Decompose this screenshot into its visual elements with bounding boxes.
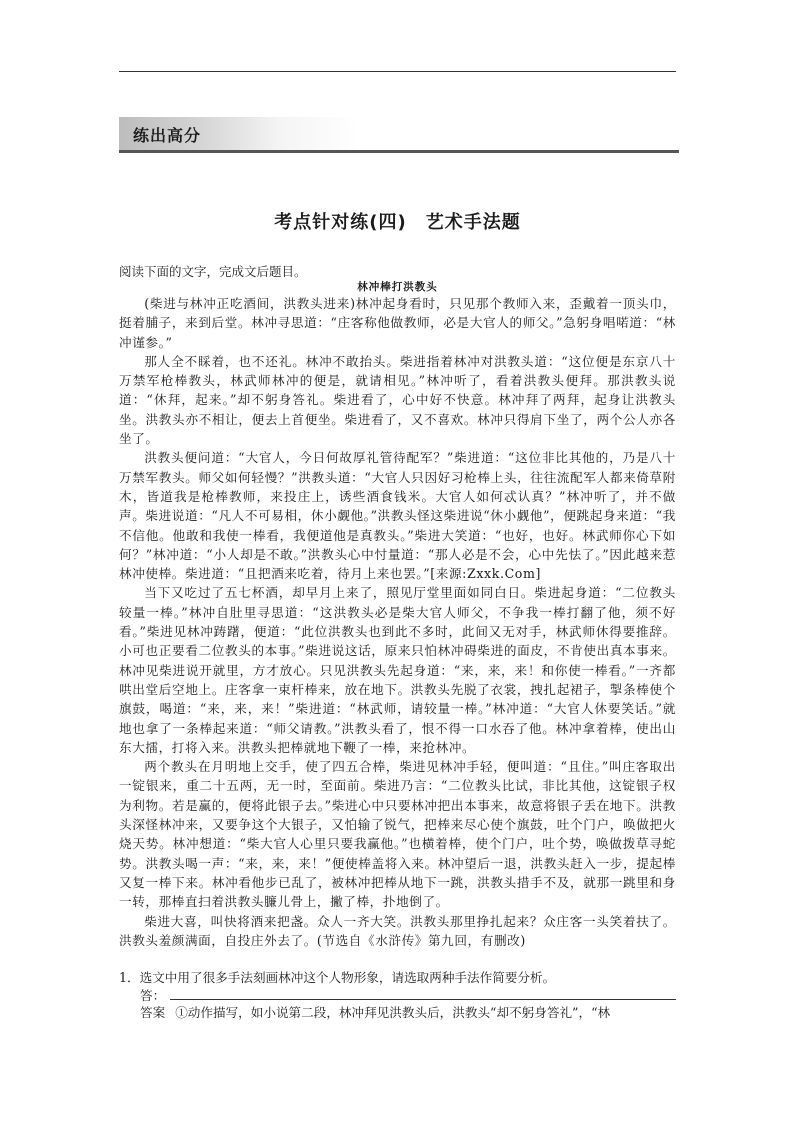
question-text: 1．选文中用了很多手法刻画林冲这个人物形象，请选取两种手法作简要分析。: [119, 970, 556, 985]
answer-row: [140, 985, 676, 1005]
passage-body: [119, 294, 676, 950]
exercise-title: 考点针对练(四) 艺术手法题: [274, 212, 521, 233]
passage-paragraph: 那人全不睬着，也不还礼。林冲不敢抬头。柴进指着林冲对洪教头道：“这位便是东京八十万禁军枪棒教头，林武师林冲的便是，就请相见。”林冲听了，看着洪教头便拜。那洪教头说道：“休拜，起来。”却不躬身答礼。柴进看了，心中好不快意。林冲拜了两拜，起身让洪教头坐。洪教头亦不相让，便去上首便坐。柴进看了，又不喜欢。林冲只得肩下坐了，两个公人亦各坐了。: [119, 353, 676, 447]
section-label: 练出高分: [133, 126, 202, 145]
passage-paragraph: 两个教头在月明地上交手，使了四五合棒，柴进见林冲手轻，便叫道：“且住。”叫庄客取出一锭银来，重二十五两，无一时，至面前。柴进乃言：“二位教头比试，非比其他，这锭银子权为利物。若是赢的，便将此银子去。”柴进心中只要林冲把出本事来，故意将银子丢在地下。洪教头深怪林冲来，又要争这个大银子，又怕输了锐气，把棒来尽心使个旗鼓，吐个门户，唤做把火烧天势。林冲想道：“柴大官人心里只要我赢他。”也横着棒，使个门户，吐个势，唤做拨草寻蛇势。洪教头喝一声：“来，来，来！”便使棒盖将入来。林冲望后一退，洪教头赶入一步，提起棒又复一棒下来。林冲看他步已乱了，被林冲把棒从地下一跳，洪教头措手不及，就那一跳里和身一转，那棒直扫着洪教头臁儿骨上，撇了棒，扑地倒了。: [119, 759, 676, 910]
passage-paragraph: (柴进与林冲正吃酒间，洪教头进来)林冲起身看时，只见那个教师入来，歪戴着一顶头巾，挺着脯子，来到后堂。林冲寻思道：“庄客称他做教师，必是大官人的师父。”急躬身唱喏道：“林冲谨参。”: [119, 296, 676, 350]
passage-paragraph: 洪教头便问道：“大官人，今日何故厚礼管待配军？”柴进道：“这位非比其他的，乃是八十万禁军教头。师父如何轻慢？”洪教头道：“大官人只因好习枪棒上头，往往流配军人都来倚草附木，皆道我是枪棒教师，来投庄上，诱些酒食钱米。大官人如何忒认真？”林冲听了，并不做声。柴进说道：“凡人不可易相，休小觑他。”洪教头怪这柴进说“休小觑他”，便跳起身来道：“我不信他。他敢和我使一棒看，我便道他是真教头。”柴进大笑道：“也好，也好。林武师你心下如何？”林冲道：“小人却是不敢。”洪教头心中忖量道：“那人必是不会，心中先怯了。”因此越来惹林冲使棒。柴进道：“且把酒来吃着，待月上来也罢。”[来源:Zxxk.Com]: [119, 450, 676, 582]
answer-line: [170, 999, 676, 1000]
answer-label: 答：: [140, 988, 166, 1003]
passage-title: 林冲棒打洪教头: [357, 281, 438, 293]
header-rule: [119, 71, 676, 72]
answer-key-label: 答案: [140, 1005, 166, 1020]
answer-key: [140, 1003, 680, 1022]
section-banner: [119, 117, 679, 153]
passage-paragraph: 当下又吃过了五七杯酒，却早月上来了，照见厅堂里面如同白日。柴进起身道：“二位教头较量一棒。”林冲自肚里寻思道：“这洪教头必是柴大官人师父，不争我一棒打翻了他，须不好看。”柴进见林冲踌躇，便道：“此位洪教头也到此不多时，此间又无对手，林武师休得要推辞。小可也正要看二位教头的本事。”柴进说这话，原来只怕林冲碍柴进的面皮，不肯使出真本事来。林冲见柴进说开就里，方才放心。只见洪教头先起身道：“来，来，来！和你使一棒看。”一齐都哄出堂后空地上。庄客拿一束杆棒来，放在地下。洪教头先脱了衣裳，拽扎起裙子，掣条棒使个旗鼓，喝道：“来，来，来！”柴进道：“林武师，请较量一棒。”林冲道：“大官人休要笑话。”就地也拿了一条棒起来道：“师父请教。”洪教头看了，恨不得一口水吞了他。林冲拿着棒，使出山东大擂，打将入来。洪教头把棒就地下鞭了一棒，来抢林冲。: [119, 585, 676, 755]
instruction-text: 阅读下面的文字，完成文后题目。: [119, 264, 307, 279]
answer-key-text: ①动作描写，如小说第二段，林冲拜见洪教头后，洪教头“却不躬身答礼”，“林: [175, 1005, 611, 1020]
passage-paragraph: 柴进大喜，叫快将酒来把盏。众人一齐大笑。洪教头那里挣扎起来？众庄客一头笑着扶了。洪教头羞颜满面，自投庄外去了。(节选自《水浒传》第九回，有删改): [119, 913, 676, 948]
